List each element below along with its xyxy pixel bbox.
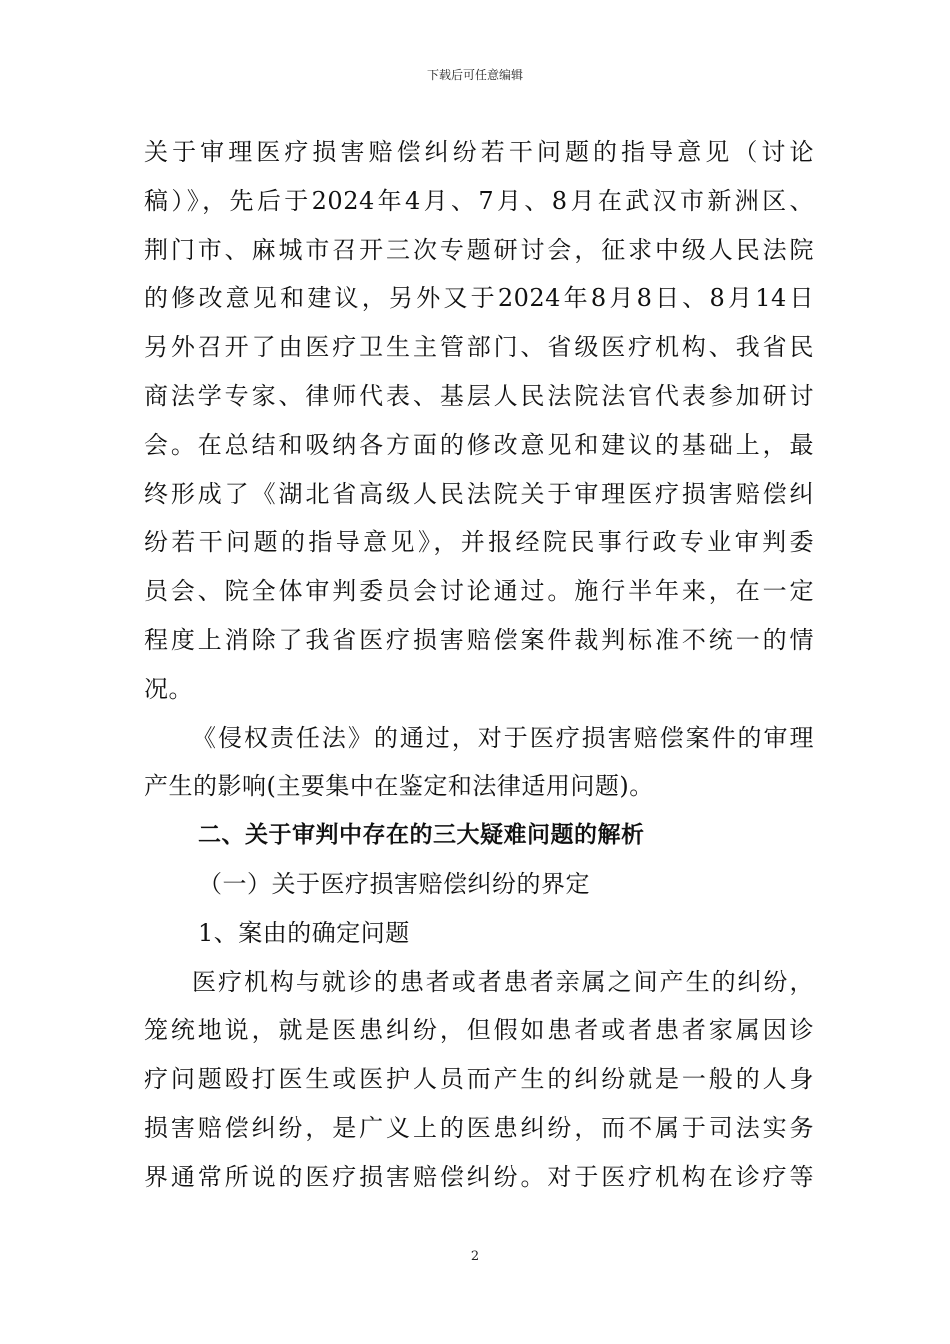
page-number: 2 bbox=[470, 1249, 480, 1264]
text-line: 荆门市、麻城市召开三次专题研讨会，征求中级人民法院 bbox=[144, 235, 814, 264]
text-line: 终形成了《湖北省高级人民法院关于审理医疗损害赔偿纠 bbox=[144, 479, 814, 508]
text-line: 况。 bbox=[144, 674, 193, 703]
subsection-heading: （一）关于医疗损害赔偿纠纷的界定 bbox=[198, 869, 590, 898]
text-line: 笼统地说，就是医患纠纷，但假如患者或者患者家属因诊 bbox=[144, 1016, 814, 1045]
subsection-heading: 1、案由的确定问题 bbox=[198, 918, 410, 947]
text-line: 关于审理医疗损害赔偿纠纷若干问题的指导意见（讨论 bbox=[144, 138, 814, 166]
text-line: 产生的影响(主要集中在鉴定和法律适用问题)。 bbox=[144, 772, 654, 801]
page-header: 下载后可任意编辑 bbox=[426, 68, 523, 82]
text-line: 稿）》，先后于2024年4月、7月、8月在武汉市新洲区、 bbox=[144, 186, 814, 215]
text-line: 商法学专家、律师代表、基层人民法院法官代表参加研讨 bbox=[144, 381, 814, 410]
paragraph-1 bbox=[144, 128, 814, 714]
text-line: 疗问题殴打医生或医护人员而产生的纠纷就是一般的人身 bbox=[144, 1065, 814, 1094]
text-line: 《侵权责任法》的通过，对于医疗损害赔偿案件的审理 bbox=[192, 723, 814, 752]
text-line: 员会、院全体审判委员会讨论通过。施行半年来，在一定 bbox=[144, 577, 814, 606]
text-line: 纷若干问题的指导意见》，并报经院民事行政专业审判委 bbox=[144, 528, 814, 557]
text-line: 的修改意见和建议，另外又于2024年8月8日、8月14日 bbox=[144, 284, 814, 313]
text-line: 会。在总结和吸纳各方面的修改意见和建议的基础上，最 bbox=[144, 430, 814, 459]
text-line: 损害赔偿纠纷，是广义上的医患纠纷，而不属于司法实务 bbox=[144, 1113, 814, 1142]
paragraph-3 bbox=[144, 958, 814, 1202]
text-line: 界通常所说的医疗损害赔偿纠纷。对于医疗机构在诊疗等 bbox=[144, 1162, 814, 1191]
text-line: 程度上消除了我省医疗损害赔偿案件裁判标准不统一的情 bbox=[144, 625, 814, 654]
document-body bbox=[144, 128, 814, 1202]
paragraph-2 bbox=[144, 714, 814, 812]
text-line: 医疗机构与就诊的患者或者患者亲属之间产生的纠纷， bbox=[192, 967, 814, 996]
text-line: 另外召开了由医疗卫生主管部门、省级医疗机构、我省民 bbox=[144, 333, 814, 362]
section-heading: 二、关于审判中存在的三大疑难问题的解析 bbox=[198, 822, 645, 849]
